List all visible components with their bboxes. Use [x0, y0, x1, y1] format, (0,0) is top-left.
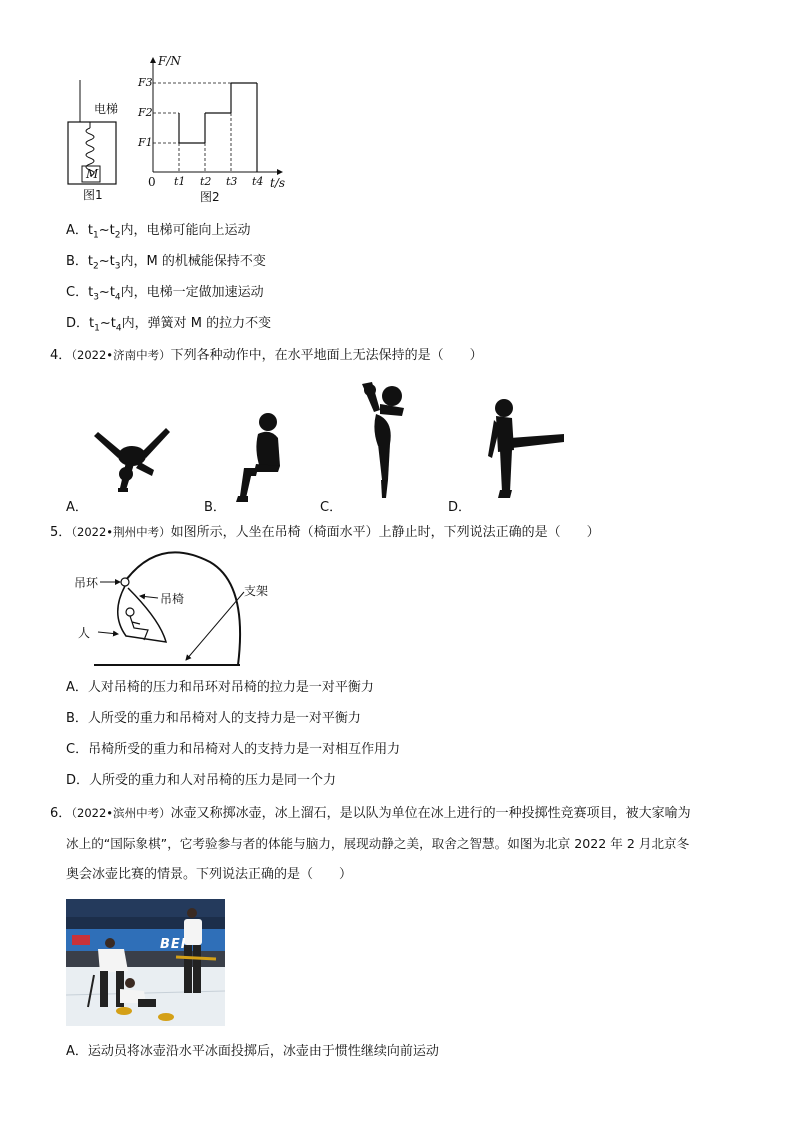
option-letter: A． [66, 1044, 88, 1059]
figure-1-caption: 图1 [83, 188, 103, 202]
question-text: 如图所示，人坐在吊椅（椅面水平）上静止时，下列说法正确的是（ ） [170, 525, 600, 540]
subscript: 1 [94, 323, 100, 334]
ring-label: 吊环 [74, 576, 99, 590]
question-source: （2022•荆州中考） [71, 525, 171, 539]
q4-silhouette-d[interactable] [484, 396, 568, 500]
question-text: 冰上的“国际象棋”，它考验参与者的体能与脑力，展现动静之美，取舍之智慧。如图为北京 2022 年 2 月北京冬 [66, 836, 690, 851]
option-text: 吊椅所受的重力和吊椅对人的支持力是一对相互作用力 [88, 742, 401, 757]
person-label: 人 [78, 626, 91, 640]
option-text: t [89, 316, 95, 331]
q5-stem [50, 523, 600, 542]
q4-label-b: B． [204, 500, 226, 515]
option-text: ~t [98, 285, 115, 300]
mass-label: M [86, 167, 99, 181]
question-text: 奥会冰壶比赛的情景。下列说法正确的是（ ） [66, 867, 353, 882]
subscript: 3 [114, 261, 121, 272]
y-axis-label: F/N [158, 54, 181, 68]
q6-stem-line-1 [50, 804, 691, 823]
option-letter: A． [66, 680, 88, 695]
q3-option-b[interactable] [66, 253, 266, 276]
option-text: 内，电梯一定做加速运动 [120, 285, 264, 300]
x-tick-t3: t3 [226, 175, 238, 188]
q5-option-a[interactable] [66, 679, 374, 697]
q5-option-b[interactable] [66, 710, 361, 728]
option-text: 内，M 的机械能保持不变 [120, 254, 266, 269]
option-text: 内，弹簧对 M 的拉力不变 [121, 316, 272, 331]
figure-2-caption: 图2 [200, 190, 220, 204]
option-text: t [88, 285, 94, 300]
subscript: 4 [114, 292, 121, 303]
option-text: 人所受的重力和人对吊椅的压力是同一个力 [89, 773, 337, 788]
option-text: 人对吊椅的压力和吊环对吊椅的拉力是一对平衡力 [87, 680, 374, 695]
q5-figure-hanging-chair [70, 544, 300, 672]
option-text: 人所受的重力和吊椅对人的支持力是一对平衡力 [87, 711, 361, 726]
option-letter: B． [66, 254, 88, 269]
subscript: 2 [93, 261, 99, 272]
q3-option-d[interactable] [66, 315, 271, 338]
q4-silhouette-a[interactable] [92, 418, 174, 500]
option-text: 内，电梯可能向上运动 [120, 223, 251, 238]
x-tick-t1: t1 [174, 175, 186, 188]
q5-option-d[interactable] [66, 772, 336, 790]
option-letter: A． [66, 223, 88, 238]
y-tick-f3: F3 [138, 76, 153, 89]
option-text: t [87, 254, 94, 269]
question-number: 5． [50, 525, 72, 540]
option-text: t [87, 223, 94, 238]
q4-stem [50, 346, 483, 365]
question-text: 冰壶又称掷冰壶，冰上溜石，是以队为单位在冰上进行的一种投掷性竞赛项目，被大家喻为 [170, 806, 691, 821]
question-text: 下列各种动作中，在水平地面上无法保持的是（ ） [170, 348, 483, 363]
q6-stem-line-3 [66, 866, 352, 884]
subscript: 1 [93, 230, 99, 241]
q4-silhouette-b[interactable] [234, 410, 290, 504]
elevator-label: 电梯 [94, 102, 119, 116]
q3-figure-1 [60, 78, 124, 204]
q4-label-d: D． [448, 500, 472, 515]
question-source: （2022•滨州中考） [71, 806, 171, 820]
option-text: ~t [98, 223, 115, 238]
option-letter: C． [66, 285, 89, 300]
option-text: 运动员将冰壶沿水平冰面投掷后，冰壶由于惯性继续向前运动 [87, 1044, 439, 1059]
option-text: ~t [98, 254, 115, 269]
option-text: ~t [99, 316, 116, 331]
y-tick-f2: F2 [138, 106, 153, 119]
q6-curling-photo [66, 899, 225, 1026]
question-number: 6． [50, 806, 72, 821]
q3-option-c[interactable] [66, 284, 264, 307]
q5-option-c[interactable] [66, 741, 400, 759]
subscript: 3 [93, 292, 99, 303]
option-letter: D． [66, 773, 90, 788]
subscript: 2 [114, 230, 121, 241]
chair-label: 吊椅 [160, 592, 185, 606]
q6-option-a[interactable] [66, 1043, 439, 1061]
x-axis-label: t/s [270, 176, 286, 190]
question-number: 4． [50, 348, 72, 363]
q6-stem-line-2 [66, 835, 689, 853]
subscript: 4 [115, 323, 122, 334]
x-tick-t4: t4 [252, 175, 264, 188]
q4-label-c: C． [320, 500, 343, 515]
stand-label: 支架 [244, 584, 269, 598]
option-letter: C． [66, 742, 89, 757]
option-letter: D． [66, 316, 90, 331]
arena-banner-text: BEI [160, 937, 187, 952]
origin-label: 0 [148, 175, 156, 189]
q4-silhouette-c[interactable] [350, 380, 410, 502]
y-tick-f1: F1 [138, 136, 153, 149]
q4-label-a: A． [66, 500, 88, 515]
x-tick-t2: t2 [200, 175, 212, 188]
option-letter: B． [66, 711, 88, 726]
q3-figure-2-graph [132, 54, 292, 204]
question-source: （2022•济南中考） [71, 348, 171, 362]
q3-option-a[interactable] [66, 222, 251, 245]
